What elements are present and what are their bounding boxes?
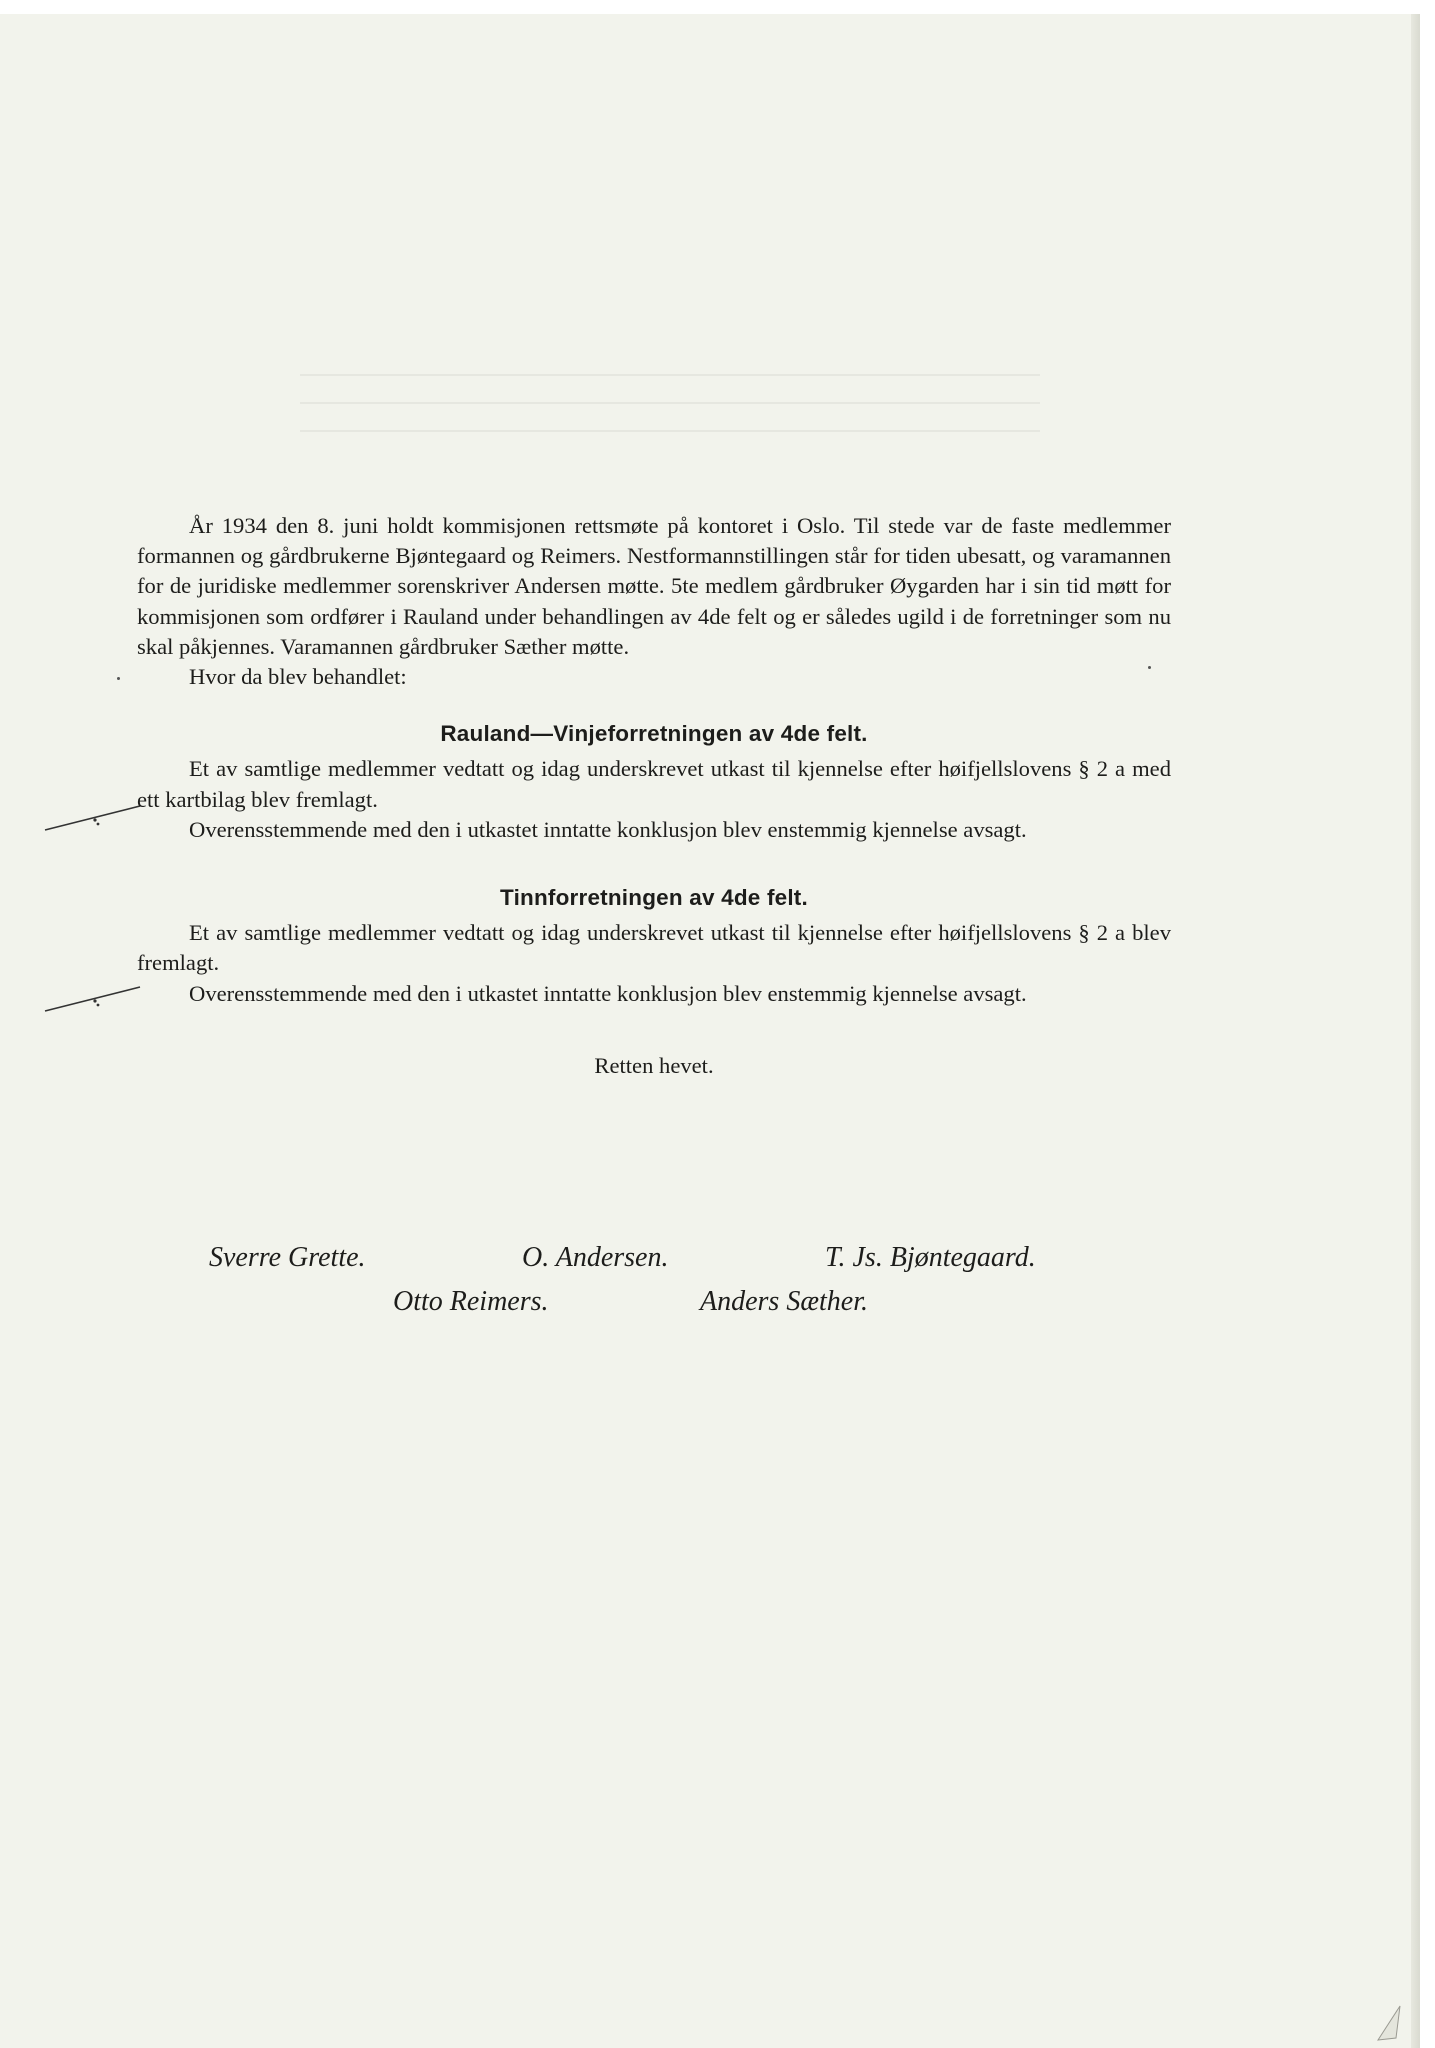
section-paragraph: Et av samtlige medlemmer vedtatt og idag underskrevet utkast til kjennelse efter høifjellslovens § 2 a med ett kartbilag blev fremlagt. [137, 756, 1171, 812]
treated-paragraph: Hvor da blev behandlet: [189, 664, 407, 690]
section-heading-tinn: Tinnforretningen av 4de felt. [500, 885, 808, 911]
margin-check-mark-icon [40, 802, 150, 842]
signature: Anders Sæther. [700, 1286, 868, 1317]
section-paragraph: Overensstemmende med den i utkastet inntatte konklusjon blev enstemmig kjennelse avsagt. [189, 980, 1027, 1006]
signature: O. Andersen. [522, 1242, 669, 1273]
section-paragraph: Et av samtlige medlemmer vedtatt og idag underskrevet utkast til kjennelse efter høifjellslovens § 2 a blev fremlagt. [137, 920, 1171, 976]
page-corner-fold-icon [1374, 2002, 1404, 2042]
intro-paragraph: År 1934 den 8. juni holdt kommisjonen rettsmøte på kontoret i Oslo. Til stede var de faste medlemmer formannen og gårdbrukerne Bjøntegaard og Reimers. Nestformannstillingen står for tiden ubesatt, og varamannen for de juridiske medlemmer sorenskriver Andersen møtte. 5te medlem gårdbruker Øygarden har i sin tid møtt for kommisjonen som ordfører i Rauland under behandlingen av 4de felt og er således ugild i de forretninger som nu skal påkjennes. Varamannen gårdbruker Sæther møtte. [137, 513, 1171, 659]
section-paragraph: Overensstemmende med den i utkastet inntatte konklusjon blev enstemmig kjennelse avsagt. [189, 816, 1027, 842]
scan-top-edge [0, 0, 1435, 14]
signature: T. Js. Bjøntegaard. [825, 1242, 1036, 1273]
closing-line: Retten hevet. [594, 1052, 714, 1078]
stray-dot [117, 677, 120, 680]
signature: Sverre Grette. [209, 1242, 366, 1273]
document-body [137, 511, 1171, 1081]
document-page [0, 14, 1420, 2048]
signature: Otto Reimers. [393, 1286, 549, 1317]
bleed-through-ghost-text [300, 374, 1040, 454]
section-heading-rauland: Rauland—Vinjeforretningen av 4de felt. [440, 721, 868, 747]
margin-check-mark-icon [40, 983, 150, 1023]
